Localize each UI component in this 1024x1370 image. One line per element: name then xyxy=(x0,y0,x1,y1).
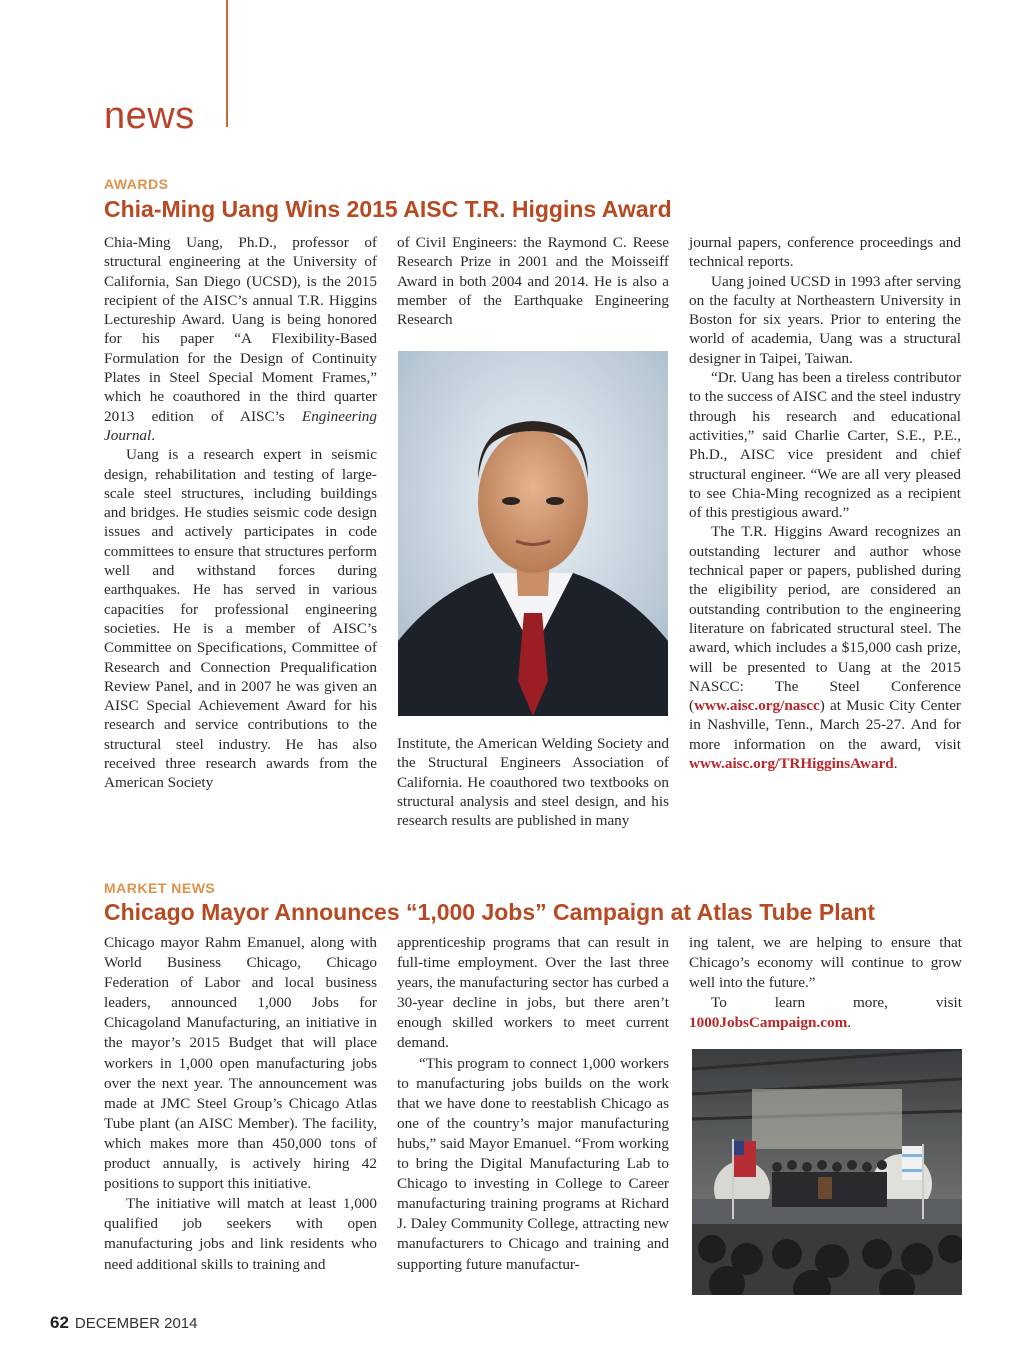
article1-col1-para-1: Chia-Ming Uang, Ph.D., professor of structural engineering at the University of California, San Diego (UCSD), is the 2015 recipient of the AISC’s annual T.R. Higgins Lectureship Award. Uang is being honored for his paper “A Flexibility-Based Formulation for the Design of Continuity Plates in Steel Special Moment Frames,” which he coauthored in the third quarter 2013 edition of AISC’s Engineering Journal. xyxy=(104,234,377,444)
higgins-award-link[interactable]: www.aisc.org/TRHigginsAward xyxy=(689,755,894,773)
article1-col3-para-2: Uang joined UCSD in 1993 after serving on the faculty at Northeastern University in Boston for six years. Prior to entering the world of academia, Uang was a structural designer in Taipei, Taiwan. xyxy=(689,272,961,367)
portrait-photo xyxy=(398,351,668,716)
article1-column-2-top xyxy=(397,233,669,329)
article1-column-3 xyxy=(689,233,961,773)
article1-headline: Chia-Ming Uang Wins 2015 AISC T.R. Higgins Award xyxy=(104,196,672,222)
article2-col3-para-2: To learn more, visit 1000JobsCampaign.com. xyxy=(689,994,962,1032)
article1-col3-para-4: The T.R. Higgins Award recognizes an outstanding lecturer and author whose technical paper or papers, published during the eligibility period, are considered an outstanding contribution to the engineering literature on fabricated structural steel. The award, which includes a $15,000 cash prize, will be presented to Uang at the 2015 NASCC: The Steel Conference (www.aisc.org/nascc) at Music City Center in Nashville, Tenn., March 25-27. And for more information on the award, visit www.aisc.org/TRHigginsAward. xyxy=(689,523,961,773)
header-rule xyxy=(226,0,228,127)
article2-column-3 xyxy=(689,933,962,1033)
article1-col1-para-2: Uang is a research expert in seismic design, rehabilitation and testing of large-scale steel structures, including buildings and bridges. He studies seismic code design issues and actively participates in code committees to ensure that structures perform well and withstand forces during earthquakes. He has served in various capacities for professional engineering societies. He is a member of AISC’s Committee on Specifications, Committee of Research and Connection Prequalification Review Panel, and in 2007 he was given an AISC Special Achievement Award for his research and service contributions to the structural steel industry. He has also received three research awards from the American Society xyxy=(104,446,377,792)
article2-headline: Chicago Mayor Announces “1,000 Jobs” Campaign at Atlas Tube Plant xyxy=(104,899,876,925)
event-photo xyxy=(692,1049,962,1295)
article2-col2-para-2: “This program to connect 1,000 workers to manufacturing jobs builds on the work that we have done to reestablish Chicago as one of the country’s major manufacturing hubs,” said Mayor Emanuel. “From working to bring the Digital Manufacturing Lab to Chicago to investing in College to Career manufacturing training programs at Richard J. Daley Community College, attracting new manufacturers to Chicago and training and supporting future manufactur- xyxy=(397,1054,669,1273)
event-illustration xyxy=(692,1049,962,1295)
page-footer xyxy=(50,1313,197,1333)
article1-column-2-bottom xyxy=(397,734,669,830)
article1-col3-para-1: journal papers, conference proceedings and technical reports. xyxy=(689,234,961,271)
article1-kicker: AWARDS xyxy=(104,176,169,192)
portrait-illustration xyxy=(398,351,668,716)
article2-column-1 xyxy=(104,933,377,1275)
article2-kicker: MARKET NEWS xyxy=(104,880,216,896)
article2-col2-para-1: apprenticeship programs that can result in full-time employment. Over the last three years, the manufacturing sector has curbed a 30-year decline in jobs, but there aren’t enough skilled workers to meet current demand. xyxy=(397,934,669,1052)
article2-column-2 xyxy=(397,933,669,1275)
section-label: news xyxy=(104,95,195,137)
article2-col3-para-1: ing talent, we are helping to ensure that Chicago’s economy will continue to grow well into the future.” xyxy=(689,934,962,992)
article2-col1-para-2: The initiative will match at least 1,000 qualified job seekers with open manufacturing jobs and link residents who need additional skills to training and xyxy=(104,1195,377,1273)
page-number: 62 xyxy=(50,1313,69,1332)
jobs-campaign-link[interactable]: 1000JobsCampaign.com xyxy=(689,1014,848,1032)
nascc-link[interactable]: www.aisc.org/nascc xyxy=(694,697,820,715)
article1-col2-para-bottom: Institute, the American Welding Society and the Structural Engineers Association of California. He coauthored two textbooks on structural analysis and steel design, and his research results are published in many xyxy=(397,735,669,830)
article1-column-1 xyxy=(104,233,377,793)
issue-date: DECEMBER 2014 xyxy=(74,1315,198,1332)
article1-col2-para-top: of Civil Engineers: the Raymond C. Reese Research Prize in 2001 and the Moisseiff Award in both 2004 and 2014. He is also a member of the Earthquake Engineering Research xyxy=(397,234,669,329)
article2-col1-para-1: Chicago mayor Rahm Emanuel, along with World Business Chicago, Chicago Federation of Labor and local business leaders, announced 1,000 Jobs for Chicagoland Manufacturing, an initiative in the mayor’s 2015 Budget that will place workers in 1,000 open manufacturing jobs over the next year. The announcement was made at JMC Steel Group’s Chicago Atlas Tube plant (an AISC Member). The facility, which makes more than 450,000 tons of product annually, is actively hiring 42 positions to support this initiative. xyxy=(104,934,377,1193)
article1-col3-para-3: “Dr. Uang has been a tireless contributor to the success of AISC and the steel industry through his research and educational activities,” said Charlie Carter, S.E., P.E., Ph.D., AISC vice president and chief structural engineer. “We are all very pleased to see Chia-Ming recognized as a recipient of this prestigious award.” xyxy=(689,369,961,522)
